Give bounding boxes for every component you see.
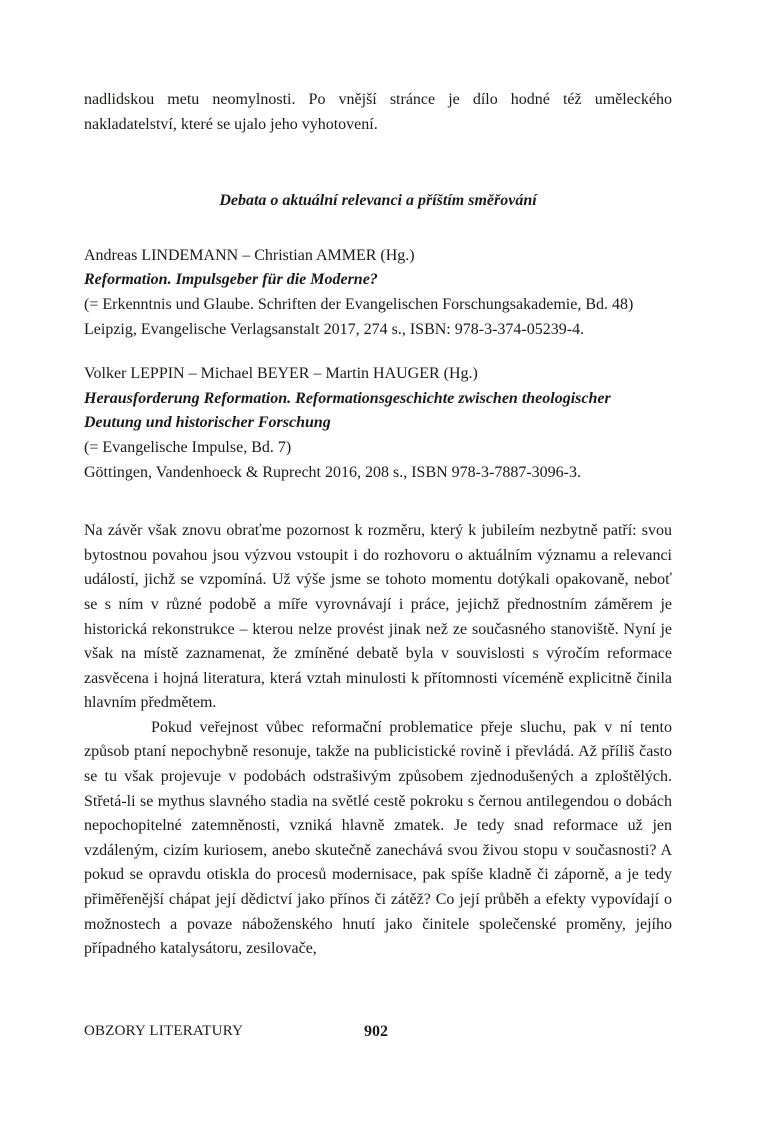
body-text xyxy=(84,519,672,962)
page-content xyxy=(84,88,672,962)
paragraph: Pokud veřejnost vůbec reformační problematice přeje sluchu, pak v ní tento způsob ptaní nepochybně resonuje, takže na publicistické rovině i převládá. Až příliš často se tu však projevuje v podobách odstrašivým způsobem zjednodušených a zploštělých. Střetá-li se mythus slavného stadia na světlé cestě pokroku s černou antilegendou o dobách nepochopitelné zatemněnosti, vzniká hlavně zmatek. Je tedy snad reformace už jen vzdáleným, cizím kuriosem, anebo skutečně zanechává svou živou stopu v současnosti? A pokud se opravdu otiskla do procesů modernisace, pak spíše kladně či záporně, a je tedy přiměřenější chápat její dědictví jako přínos či zátěž? Co její průběh a efekty vypovídají o možnostech a povaze náboženského hnutí jako činitele společenské proměny, jejího případného katalysátoru, zesilovače, xyxy=(84,718,672,958)
page-number: 902 xyxy=(364,1023,388,1040)
section-heading: Debata o aktuální relevanci a příštím směřování xyxy=(219,192,537,210)
book-publication: Leipzig, Evangelische Verlagsanstalt 2017, 274 s., ISBN: 978-3-374-05239-4. xyxy=(84,320,585,338)
book-title: Herausforderung Reformation. Reformationsgeschichte zwischen theologischer Deutung und historischer Forschung xyxy=(84,389,611,432)
paragraph: Na závěr však znovu obraťme pozornost k rozměru, který k jubileím nezbytně patří: svou bytostnou povahou jsou výzvou vstoupit i do rozhovoru o aktuálním významu a relevanci událostí, jichž se vzpomíná. Už výše jsme se tohoto momentu dotýkali opakovaně, neboť se s ním v různé podobě a míře vyrovnávají i práce, jejichž přednostním záměrem je historická rekonstrukce – kterou nelze provést jinak než ze současného stanoviště. Nyní je však na místě zaznamenat, že zmíněné debatě byla v souvislosti s výročím reformace zasvěcena i hojná literatura, která vztah minulosti k přítomnosti víceméně explicitně činila hlavním předmětem. xyxy=(84,522,672,712)
book-entry-2 xyxy=(84,362,672,485)
book-publication: Göttingen, Vandenhoeck & Ruprecht 2016, 208 s., ISBN 978-3-7887-3096-3. xyxy=(84,463,581,481)
journal-name: OBZORY LITERATURY xyxy=(84,1023,244,1039)
book-series: (= Evangelische Impulse, Bd. 7) xyxy=(84,438,292,456)
intro-paragraph: nadlidskou metu neomylnosti. Po vnější stránce je dílo hodné též uměleckého nakladatelství, které se ujalo jeho vyhotovení. xyxy=(84,91,672,133)
book-authors: Volker LEPPIN – Michael BEYER – Martin HAUGER (Hg.) xyxy=(84,365,478,383)
book-title: Reformation. Impulsgeber für die Moderne? xyxy=(84,271,378,289)
page-footer xyxy=(84,1023,672,1047)
book-series: (= Erkenntnis und Glaube. Schriften der Evangelischen Forschungsakademie, Bd. 48) xyxy=(84,295,634,313)
book-authors: Andreas LINDEMANN – Christian AMMER (Hg.) xyxy=(84,246,415,264)
book-entry-1 xyxy=(84,244,672,342)
